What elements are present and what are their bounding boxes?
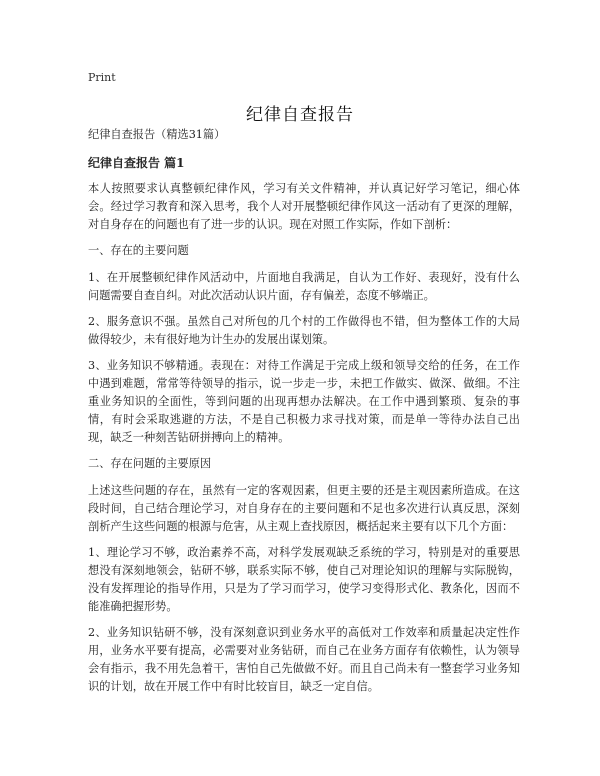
paragraph-cause-1: 1、理论学习不够，政治素养不高，对科学发展观缺乏系统的学习，特别是对的重要思想没有深刻地领会，钻研不够，联系实际不够，使自己对理论知识的理解与实际脱钩，没有发挥理论的指导作用，只是为了学习而学习，使学习变得形式化、教条化，因而不能准确把握形势。: [88, 546, 520, 613]
paragraph-cause-2: 2、业务知识钻研不够，没有深刻意识到业务水平的高低对工作效率和质量起决定性作用，业务水平要有提高，必需要对业务钻研，而自己在业务方面存有依赖性，认为领导会有指示，我不用先急着干，害怕自己先做做不好。而且自己尚未有一整套学习业务知识的计划，故在开展工作中有时比较盲目，缺乏一定自信。: [88, 626, 520, 693]
subtitle: 纪律自查报告（精选31篇）: [88, 128, 226, 141]
paragraph-intro: 本人按照要求认真整顿纪律作风，学习有关文件精神，并认真记好学习笔记，细心体会。经过学习教育和深入思考，我个人对开展整顿纪律作风这一活动有了更深的理解，对自身存在的问题也有了进一步的认识。现在对照工作实际，作如下剖析：: [88, 182, 520, 231]
section-heading-causes: 二、存在问题的主要原因: [88, 457, 212, 470]
article-heading: 纪律自查报告 篇1: [88, 156, 185, 170]
paragraph-causes-intro: 上述这些问题的存在，虽然有一定的客观因素，但更主要的还是主观因素所造成。在这段时间，自己结合理论学习，对自身存在的主要问题和不足也多次进行认真反思，深刻剖析产生这些问题的根源与危害，从主观上查找原因，概括起来主要有以下几个方面：: [88, 484, 520, 533]
paragraph-problem-1: 1、在开展整顿纪律作风活动中，片面地自我满足，自认为工作好、表现好，没有什么问题需要自查自纠。对此次活动认识片面，存有偏差，态度不够端正。: [88, 271, 520, 302]
section-heading-problems: 一、存在的主要问题: [88, 244, 189, 257]
paragraph-problem-2: 2、服务意识不强。虽然自己对所包的几个村的工作做得也不错，但为整体工作的大局做得较少，未有很好地为计生办的发展出谋划策。: [88, 315, 520, 346]
page-title: 纪律自查报告: [246, 105, 354, 125]
paragraph-problem-3: 3、业务知识不够精通。表现在：对待工作满足于完成上级和领导交给的任务，在工作中遇到难题，常常等待领导的指示，说一步走一步，未把工作做实、做深、做细。不注重业务知识的全面性，等到问题的出现再想办法解决。在工作中遇到繁琐、复杂的事情，有时会采取逃避的方法，不是自己积极力求寻找对策，而是单一等待办法自己出现，缺乏一种刻苦钻研拼搏向上的精神。: [88, 359, 520, 444]
print-link[interactable]: Print: [88, 71, 116, 84]
document-body: [88, 126, 520, 704]
